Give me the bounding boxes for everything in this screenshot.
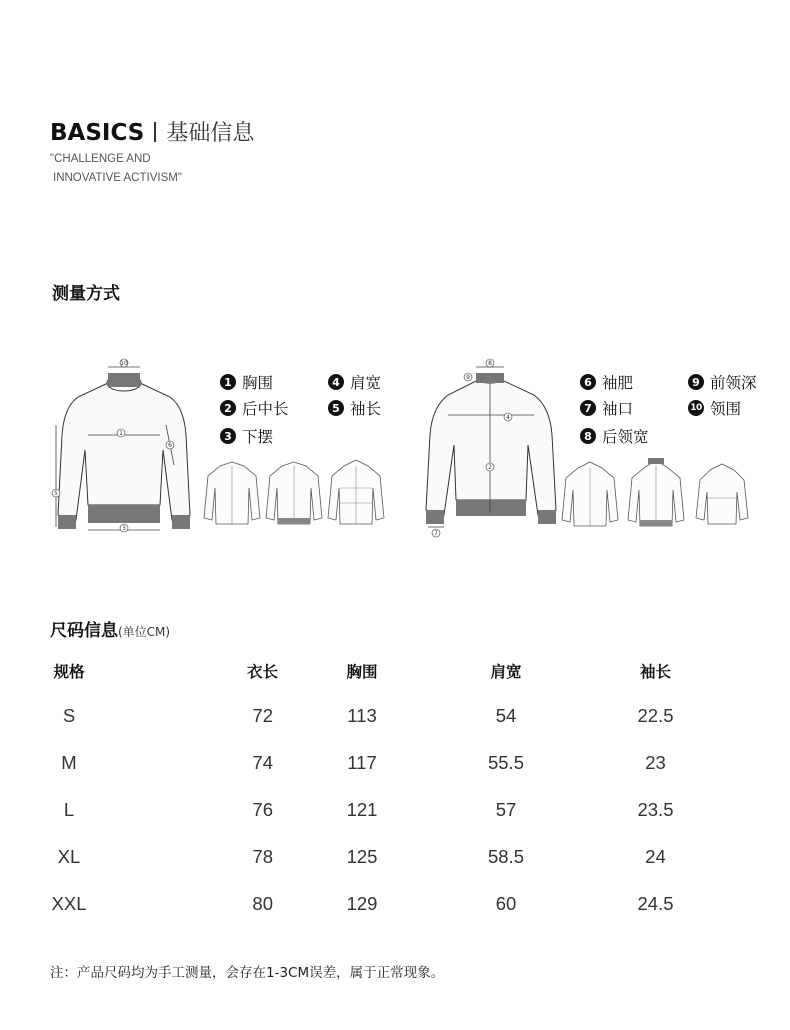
mark-4: 4 [506,414,510,421]
tagline-line-1: "CHALLENGE AND [50,153,151,165]
cell-size: L [63,798,75,820]
cell-length: 72 [252,704,273,726]
legend-number: 6 [580,374,596,390]
cell-size: M [61,751,77,773]
cell-length: 78 [252,845,273,867]
garment-thumbnails-right [558,458,754,533]
legend-item-7 [580,397,633,419]
legend-number: 4 [328,374,344,390]
mark-1: 1 [119,430,123,437]
cell-sleeve: 24 [645,845,666,867]
mark-3: 3 [122,525,126,532]
mark-9: 9 [466,374,470,381]
legend-item-5 [328,397,381,419]
cell-sleeve: 23.5 [637,798,674,820]
size-unit: (单位CM) [118,625,171,639]
cell-chest: 113 [347,704,377,726]
legend-item-10 [688,397,741,419]
table-header-row [36,650,696,692]
legend-number: 7 [580,400,596,416]
cell-sleeve: 22.5 [637,704,674,726]
cell-shoulder: 55.5 [487,751,524,773]
legend-label: 袖口 [602,400,634,418]
mark-2: 2 [488,464,492,471]
footnote: 注：产品尺码均为手工测量，会存在1-3CM误差，属于正常现象。 [50,965,445,981]
legend-item-4 [328,371,381,393]
cell-length: 80 [252,892,273,914]
legend-label: 肩宽 [350,374,382,392]
legend-label: 袖肥 [602,374,634,392]
front-sweater-diagram [48,355,198,540]
cell-size: XXL [51,892,87,914]
legend-number: 8 [580,428,596,444]
legend-label: 下摆 [242,428,274,446]
legend-item-2 [220,397,289,419]
cell-size: XL [57,845,81,867]
size-table [36,650,696,927]
cell-shoulder: 60 [495,892,517,914]
legend-number: 1 [220,374,236,390]
cell-chest: 121 [346,798,378,820]
header-shoulder: 肩宽 [490,663,522,681]
legend-label: 前领深 [710,374,757,392]
cell-length: 74 [252,751,273,773]
table-row [36,739,696,786]
table-row [36,692,696,739]
legend-label: 袖长 [350,400,382,418]
legend-number: 2 [220,400,236,416]
brand-title: BASICS [50,120,145,146]
cell-sleeve: 23 [645,751,666,773]
legend-item-9 [688,371,757,393]
legend-number: 5 [328,400,344,416]
legend-label: 后中长 [242,400,289,418]
cell-chest: 125 [346,845,378,867]
mark-10: 10 [120,360,128,367]
mark-7: 7 [434,530,438,537]
header-sleeve: 袖长 [639,663,671,681]
back-sweater-diagram [422,355,572,540]
legend-item-3 [220,425,273,447]
brand-subtitle: 基础信息 [166,121,255,146]
table-row [36,833,696,880]
mark-5: 5 [54,490,58,497]
measure-title: 测量方式 [52,284,120,304]
cell-chest: 117 [347,751,377,773]
cell-length: 76 [252,798,273,820]
legend-item-1 [220,371,273,393]
legend-item-8 [580,425,649,447]
header-size: 规格 [53,663,85,681]
mark-6: 6 [168,442,172,449]
legend-item-6 [580,371,633,393]
cell-sleeve: 24.5 [637,892,674,914]
legend-number: 3 [220,428,236,444]
brand-tagline [50,150,182,188]
table-row [36,880,696,927]
cell-shoulder: 58.5 [487,845,524,867]
header-length: 衣长 [246,663,278,681]
cell-chest: 129 [346,892,378,914]
size-title [50,616,170,641]
brand-divider [154,122,156,142]
size-title-text: 尺码信息 [50,621,118,641]
cell-shoulder: 57 [495,798,517,820]
garment-thumbnails-left [202,458,390,533]
legend-label: 胸围 [242,374,274,392]
legend-label: 后领宽 [602,428,649,446]
cell-shoulder: 54 [495,704,517,726]
table-row [36,786,696,833]
header-chest: 胸围 [346,663,378,681]
legend-label: 领围 [710,400,742,418]
legend-number: 9 [688,374,704,390]
legend-number: 10 [688,400,704,416]
mark-8: 8 [488,360,492,367]
cell-size: S [62,704,76,726]
brand-header [50,116,254,147]
tagline-line-2: INNOVATIVE ACTIVISM" [53,172,182,184]
